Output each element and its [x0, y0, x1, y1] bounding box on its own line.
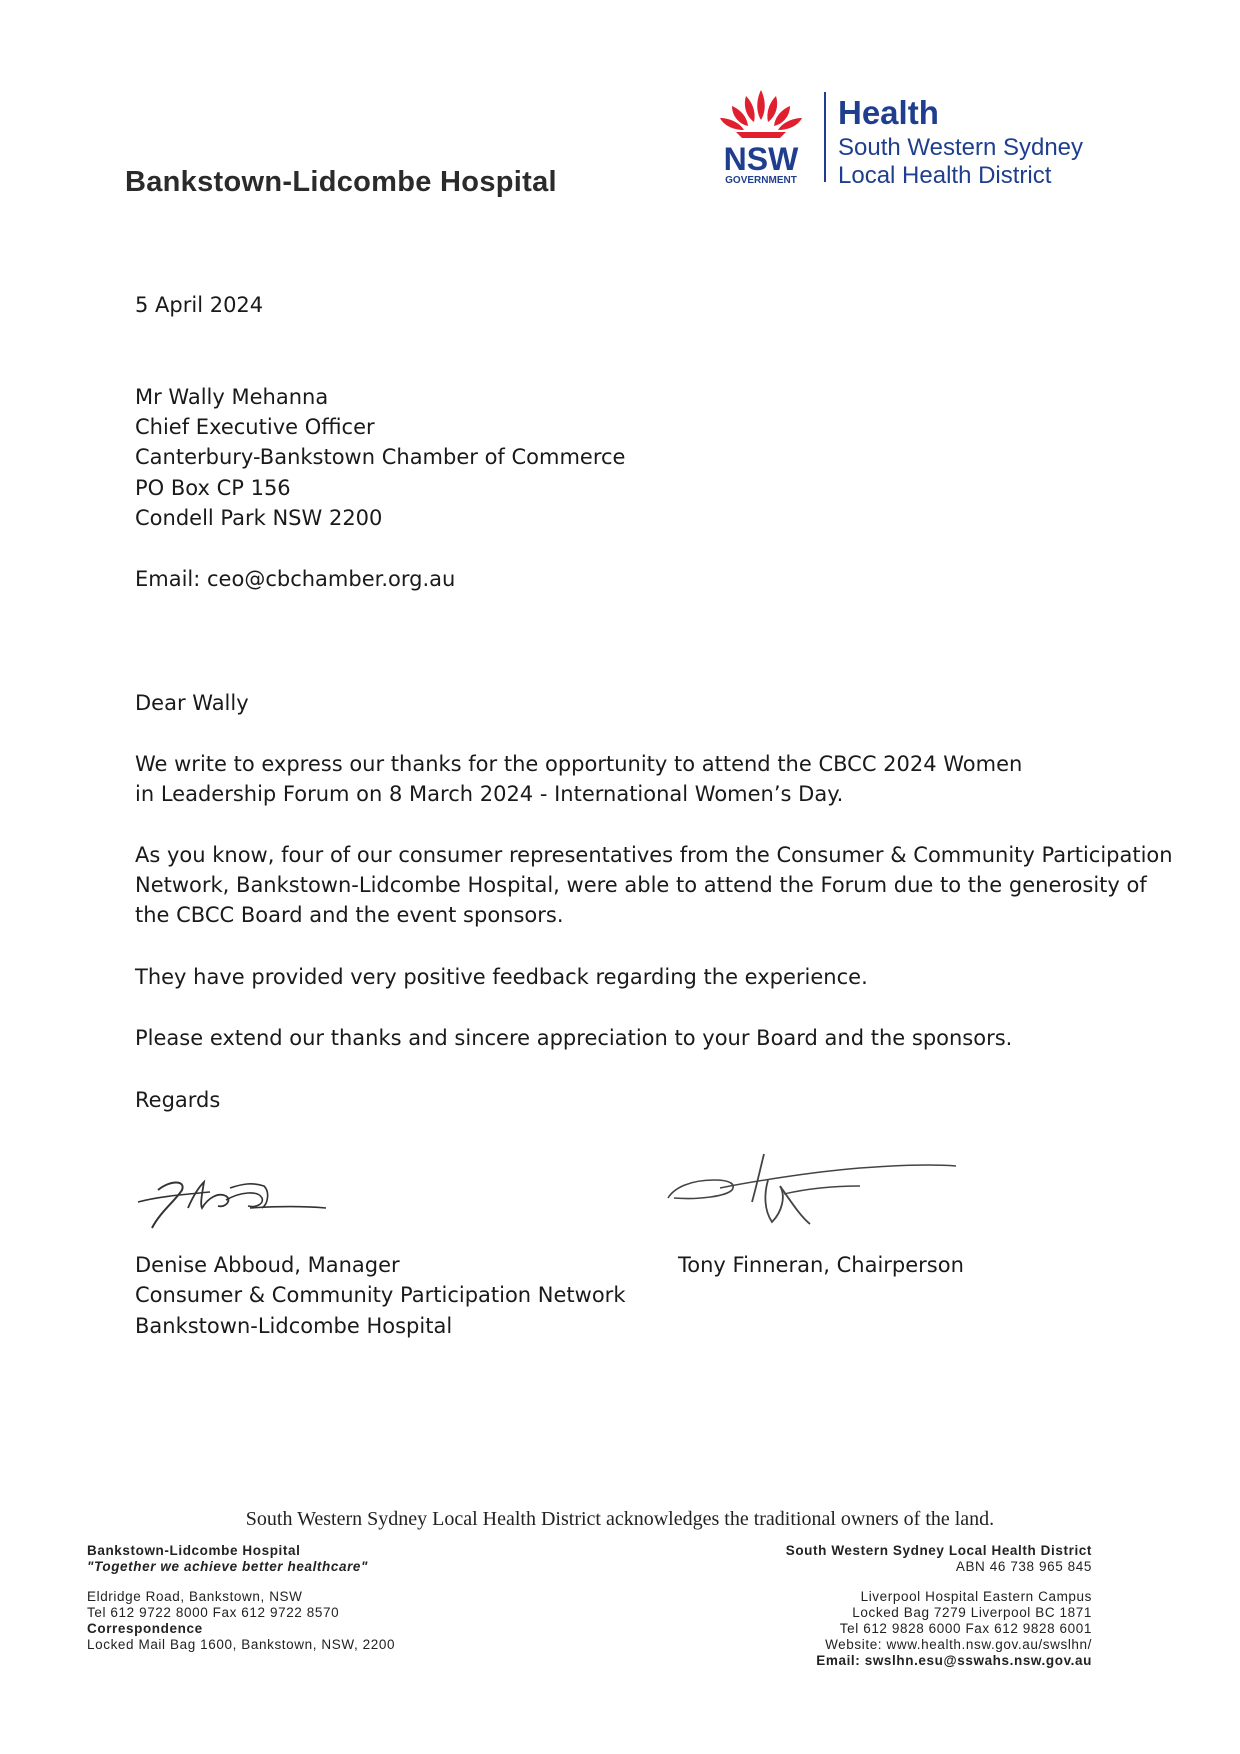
- paragraph-2-line-2: Network, Bankstown-Lidcombe Hospital, were able to attend the Forum due to the generosity of: [135, 873, 1147, 897]
- recipient-organisation: Canterbury-Bankstown Chamber of Commerce: [135, 445, 626, 469]
- footer-lhd-phone: Tel 612 9828 6000 Fax 612 9828 6001: [839, 1621, 1092, 1636]
- signatory-1-line-2: Consumer & Community Participation Network: [135, 1283, 626, 1307]
- signature-denise-abboud: [130, 1168, 330, 1240]
- footer-lhd-bag: Locked Bag 7279 Liverpool BC 1871: [852, 1605, 1092, 1620]
- recipient-title: Chief Executive Officer: [135, 415, 375, 439]
- signatory-1-line-3: Bankstown-Lidcombe Hospital: [135, 1314, 453, 1338]
- paragraph-4: Please extend our thanks and sincere appreciation to your Board and the sponsors.: [135, 1026, 1013, 1050]
- letter-date: 5 April 2024: [135, 293, 264, 317]
- footer-hospital-address: Eldridge Road, Bankstown, NSW: [87, 1589, 303, 1604]
- footer-lhd-email: Email: swslhn.esu@sswahs.nsw.gov.au: [816, 1653, 1092, 1668]
- recipient-name: Mr Wally Mehanna: [135, 385, 329, 409]
- footer-lhd-abn: ABN 46 738 965 845: [955, 1559, 1092, 1574]
- logo-nsw-text: NSW: [723, 141, 799, 177]
- signatory-1-name: Denise Abboud, Manager: [135, 1253, 400, 1277]
- acknowledgement-of-country: South Western Sydney Local Health District acknowledges the traditional owners of the land.: [245, 1508, 995, 1530]
- nsw-government-logo: [706, 86, 816, 186]
- logo-government-text: GOVERNMENT: [725, 175, 797, 186]
- signatory-2-name: Tony Finneran, Chairperson: [678, 1253, 964, 1277]
- logo-divider: [824, 92, 826, 182]
- recipient-email: Email: ceo@cbchamber.org.au: [135, 567, 456, 591]
- waratah-icon: [720, 90, 802, 138]
- paragraph-1-line-2: in Leadership Forum on 8 March 2024 - International Women’s Day.: [135, 782, 844, 806]
- health-subtitle-line2: Local Health District: [838, 162, 1052, 189]
- footer-lhd-details: [786, 1543, 1092, 1669]
- health-title: Health: [838, 94, 939, 131]
- footer-lhd-campus: Liverpool Hospital Eastern Campus: [860, 1589, 1092, 1604]
- health-subtitle-line1: South Western Sydney: [838, 134, 1084, 161]
- footer-lhd-website: Website: www.health.nsw.gov.au/swslhn/: [825, 1637, 1092, 1652]
- paragraph-2-line-3: the CBCC Board and the event sponsors.: [135, 903, 564, 927]
- salutation: Dear Wally: [135, 691, 249, 715]
- footer-hospital-phone: Tel 612 9722 8000 Fax 612 9722 8570: [87, 1605, 340, 1620]
- paragraph-2-line-1: As you know, four of our consumer representatives from the Consumer & Community Participation: [135, 843, 1173, 867]
- footer-hospital-motto: "Together we achieve better healthcare": [87, 1559, 369, 1574]
- paragraph-1-line-1: We write to express our thanks for the opportunity to attend the CBCC 2024 Women: [135, 752, 1023, 776]
- paragraph-3: They have provided very positive feedback regarding the experience.: [135, 965, 868, 989]
- closing: Regards: [135, 1088, 221, 1112]
- recipient-suburb: Condell Park NSW 2200: [135, 506, 383, 530]
- footer-lhd-name: South Western Sydney Local Health District: [785, 1543, 1092, 1558]
- footer-hospital-details: [87, 1543, 395, 1653]
- recipient-po-box: PO Box CP 156: [135, 476, 291, 500]
- hospital-name: Bankstown-Lidcombe Hospital: [125, 166, 557, 198]
- footer-correspondence-label: Correspondence: [87, 1621, 203, 1636]
- footer-hospital-mail: Locked Mail Bag 1600, Bankstown, NSW, 2200: [87, 1637, 396, 1652]
- health-subtitle: [838, 134, 1083, 190]
- signature-tony-finneran: [660, 1140, 960, 1230]
- footer-hospital-name: Bankstown-Lidcombe Hospital: [87, 1543, 301, 1558]
